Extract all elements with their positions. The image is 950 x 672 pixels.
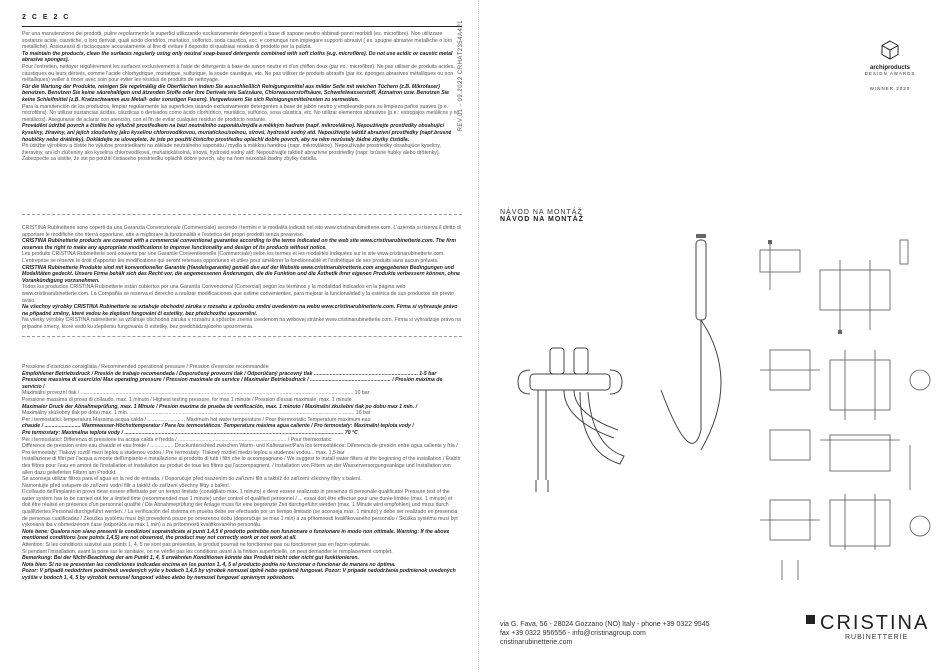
paragraph: Per i termostatici: temperatura Massima acqua calda / .......................... Maximum hot water temperature / Pour thermostatic Temperature maximum eau — [22, 416, 371, 423]
paragraph: CRISTINA Rubinetterie products are covered with a commercial conventional guarantee according to the terms indicated on the web site www.cristinarubinetterie.com. The firm reserves the right to make any appropriate modifications to improve functionality and design of its products without notice. — [22, 238, 457, 251]
paragraph: Todos los productos CRISTINA Rubinetterie están cubiertos por una Garantía Convencional (Comercial) según los términos y la modalidad indicados en la página web www.cristinarubinetterie.com. La Compañía se reserva el derecho a realizar modificaciones que estime convenientes, para mejorar la funcionalidad y la estética de sus productos sin previo aviso. — [22, 284, 454, 304]
revision-code: REV.01 - 09.2022 CRHAT2354A421 — [458, 20, 464, 132]
detail-view-4 — [770, 430, 810, 460]
award-cube-icon — [880, 40, 900, 60]
paragraph: Namontujte před vstupem do zařízení vodní filtr a taktéž do zařízení všechny filtry s balení. — [22, 482, 231, 489]
paragraph: Pressione massima di esercizio/ Max operating pressure / Pression maximale de service / Maximaler Betriebsdruck / ........................................................ / Presión máxima de servicio / — [22, 377, 443, 390]
paragraph: Per una manutenzione dei prodotti, pulire regolarmente le superfici utilizzando esclusivamente detergenti a base di sapone neutro abbinati panni morbidi (es. microfibre). Non utilizzare sostanze acide, caustiche, o loro derivati, quali acido cloridrico, muriatico, solforico, soda caustica, ecc. e comunque non impiegare supporti abrasivi ( es. spugne abrasive metalliche o loro metalliche). Assicurarsi di risciacquare accuratamente al fine di evitare il deposito di qualsiasi residuo di prodotto per la pulizia. — [22, 31, 453, 51]
paragraph: Pour l'entretien, nettoyer régulièrement les surfaces exclusivement à l'aide de détergents à base de savon neutre et d'un chiffon doux (par ex.: microfibre). Ne pas utiliser de produits acides, caustiques ou leurs dérivés, comme l'acide chlorhydrique, muriatique, sulfurique, la soude caustique, etc. Ne pas utiliser de produits abrasifs (par ex. éponges abrasives métalliques ou non métalliques) veiller à rincer avec soin pour éviter les résidus de produits de nettoyage. — [22, 63, 455, 84]
paragraph: Provádění údržbě povrch a čistěte ho výlučně prostředkem na bází neutrálního saponátu/mýdla a měkkým hadrem (např. mikrovlákno). Nepoužívejte prostředky obsahující kyseliny, žíraviny, ani jejich sloučeniny jako kyselinu chlorovodíkovou, muriatickou/solnou, sírovú, hydroxid sodný atd. Nepoužívejte taktéž abrazivní prostředky (např.brusné houbičky nebo drátěnky). Dokládejte se uloveplete, že jste po použití čisticího prostředku opláchli dobře povrch, aby na něm nezůstaly žádné zbytky čistidla. — [22, 123, 452, 143]
pressure-specs — [22, 364, 462, 582]
paragraph: CRISTINA Rubinetterie sono coperti da una Garanzia Convenzionale (Commerciale) secondo i termini e le modalità indicati nel sito www.cristinarubinetterie.com. L'azienda si riserva il diritto di apportare le modifiche che riterrà opportune, atte a migliorare la funzionalità e l'estetica dei propri prodotti senza preavviso. — [22, 225, 461, 238]
guarantee-text — [22, 225, 462, 331]
paragraph: Si pendant l'installation, avant la pose sur le sanitaire, on ne vérifie pas les conditions avant à la finition superficielle, on peut demander le remplacement complet. — [22, 548, 393, 555]
paragraph: Attention: Si les conditions susvisé aux points 1, 4, 5 ne sont pas présentes, le produit pourrait ne fonctionner pas ou fonctionner pas en façon optimale. — [22, 542, 371, 549]
paragraph: Empfohlener Betriebsdruck / Presión de trabajo recomendada / Doporučený provozní tlak / Odporúčaný pracovný tlak ........................................................................ 1-5 bar — [22, 370, 437, 377]
paragraph: Pressione d'esercizio consigliata / Recommended operational pressure / Pression d'exercice recommandée — [22, 364, 269, 370]
assembly-title: NÁVOD NA MONTÁŽ NÁVOD NA MONTÁŽ — [500, 209, 584, 223]
cleaning-instructions — [22, 31, 462, 163]
divider — [22, 214, 462, 215]
paragraph: Pozor: V případě nedodržení podmínek uvedených výše v bodech 1,4,5 by výrobek nemusel úplně nebo správně fungovat. Pozor: V prípade nedodržania podmienok uvedených vyššie v bodoch 1, 4, 5 by výrobok nemusel fungovať vôbec alebo by nemusel fungovať správnym spôsobom. — [22, 568, 456, 581]
brand-square-icon — [806, 615, 815, 624]
paragraph: Para la manutención de los productos, limpiar regularmente las superficies usando exclusivamente detergentes a base de jabón neutro y empleando para su limpieza paños suaves (p.e.: microfibra). No utilizar sustancias ácidas, cáusticas o derivados como ácido clorhídrico, muriático, sulfúrico, sosa cáustica, etc. No utilizar elementos abrasivos (p.e.: estropajos metálicos y no metálicos). Asegurarse de aclarar con atención, con el fin de evitar cualquier residuo de producto restante. — [22, 103, 460, 123]
language-header: 2 C E 2 C — [22, 14, 462, 27]
wall-flange-left — [518, 370, 530, 394]
detail-view-1 — [760, 250, 800, 272]
brand-subtitle: RUBINETTERIE — [845, 634, 909, 641]
paragraph: chaude / ......................... Warmwasser-Höchsttemperatur / Para los termostáticos: Temperatura máxima agua caliente / Pro termostaty: Maximální teplota vody / — [22, 423, 414, 430]
paragraph: Maximální provozní tlak / ............................................................................................................................................................................................. 10 bar — [22, 390, 370, 397]
paragraph: Différence de pression entre eau chaude et eau froide / ................ Druckunterschied zwischen Warm- und Kaltwasser/Para los termostáticos: Diferencia de presión entre agua caliente y fría / Pro termostaty: Tlakový rozdíl mezi teplou a studenou vodou / Pre termostaty: Tlakový rozdiel medzi teplou a studenou vodou... max. 1,5 bar — [22, 443, 458, 456]
paragraph: Na všetky výrobky CRISTINA rubinetterie sa vzťahuje obchodná záruka v rozsahu a spôsobe znenia uvedenom na webovej stránke www.cristinarubinetterie.com. Firma si vyhradzuje právo na prípadné zmeny, ktoré vedú ku zlepšeniu fungovania či estetiky, bez predchádzajúceho upozornenia. — [22, 317, 462, 330]
paragraph: CRISTINA Rubinetterie Produkte sind mit konventioneller Garantie (Handelsgarantie) gemäß den auf der Website www.cristinarubinetterie.com angegebenen Bedingungen und Modalitäten gedeckt. Unsere Firma behält sich das Recht vor, die angemessenen Änderungen, die die Funktion und die Ästhetik ihrer eigenen Produkte verbessern können, ohne Vorankündigung vorzunehmen. — [22, 264, 460, 284]
company-address: via G. Fava, 56 - 28024 Gozzano (NO) Italy - phone +39 0322 9545 fax +39 0322 956556 - info@cristinagroup.com cristinarubinetterie.com — [500, 621, 710, 646]
award-name: archiproducts — [869, 65, 910, 71]
paragraph: Se aconseja utilizar filtros para el agua en la red de entrada. / Doporučuje před osazením do zařízení filtr a taktéž do zařízení všechny filtry s balení. — [22, 476, 362, 483]
paragraph: To maintain the products, clean the surfaces regularly using only neutral soap-based detergents combined with soft cloths (e.g. microfibre). Do not use acidic or caustic metal abrasive sponges). — [22, 50, 453, 64]
award-line1: DESIGN AWARDS — [864, 71, 916, 76]
paragraph: Installazione di filtri per l'acqua a monte dell'impianto e installazione al prodotto di tutti i filtri che lo accompagnano / We suggest to install water filters at the beginning of the installation / Établir des filtres pour l'eau en amont de l'installation et installation au produit de tous les filtres qui l'accompagnent. / Installation von Filtern an der Wasserversorgungsanlage und Installation von allen dazu gelieferten Filtern am Produkt. — [22, 456, 461, 476]
paragraph: Pre termostaty: Maximálna teplota vody / ........................................................................................................................................................ 70 °C — [22, 429, 358, 436]
paragraph: Pri údržbe výrobkov a čistite ho výlučne prostriedkami na základe neutrálneho saponátu / mydla a mäkkou handrou (napr. mikrovlákno). Nepoužívajte prostriedky obsahujúce kyseliny, žieraviny, ani ich zlúčeniny ako kyselina chlorovodíková, muriatická/solná, sírová, hydroxid sodný atď. Nepoužívajte taktiež abrazívne prostriedky (napr. brúsne hubky alebo drôtenky). Zabezpečte sa uistite, že ste po použití čistiaceho prostriedku opláchli dobre povrch, aby na ňom nezostali žiadny zbytky čistidla. — [22, 143, 441, 163]
paragraph: Pressione massima di prova di collaudo, max. 1 minuto / Highest testing pressure, for max 1 minute / Pression d'essai maximale, max. 1 minute — [22, 396, 352, 403]
mixer-technical-drawing — [500, 230, 940, 590]
fold-line — [478, 0, 479, 672]
paragraph: Na všechny výrobky CRISTINA Rubinetterie se vztahuje obchodní záruka v rozsahu a způsobu změní uvedeném na webu www.cristinarubinetterie.com. Firma si vyhrazuje právo na případné změny, které vedou ke zlepšení fungování či estetiky, bez předchozího upozornění. — [22, 304, 458, 317]
wall-flange-right — [610, 370, 622, 394]
detail-view-2 — [820, 270, 890, 310]
paragraph: Les produits CRISTINA Rubinetterie sont couverts par une Garantie Conventionnelle (Commerciale) selon les termes et les modalités indiquées sur le site www.cristinarubinetterie.com. L'entreprise se réserve le droit d'apporter les modifications qui seront retenues opportunes et utiles pour améliorer la fonctionnalité et l'esthétique de ses produits sans aucun préavis. — [22, 251, 445, 264]
paragraph: Maximálny skúšobný tlak po dobu max. 1 min. ............................................................................................................................................................ 16 bar — [22, 410, 371, 417]
award-line2: WINNER 2020 — [869, 86, 911, 91]
paragraph: Note bene: Qualora non siano presenti le condizioni sopraindicate ai punti 1,4,5 il prodotto potrebbe non funzionare o funzionare in modo non ottimale. Warning: If the above mentioned conditions (see points 1,4,5) are not observed, the product may not correctly work or not work at all. — [22, 528, 450, 542]
paragraph: Für die Wartung der Produkte, reinigen Sie regelmäßig die Oberflächen indem Sie ausschließlich Reinigungsmittel aus milder Seife mit weichen Tüchern (z.B. Mikrofaser) benutzen. Benutzen Sie keine säurehaltigen und ätzenden Stoffe oder ihre Derivate wie Salzsäure, Chlorwasserstoffsäure, Schwefelwasserstoff, Ätznatron usw. Benutzen Sie keine Schleifmittel (z.B. Kratzschwamm aus Metall- oder sonstigen Fasern). Vergewissern Sie sich Reinigungsmittelresten zu vermeiden. — [22, 83, 450, 103]
paragraph: Bemerkung: Bei der Nicht-Beachtung der am Punkt 1, 4, 5 erwähnten Konditionen könnte das Produkt nicht oder nicht gut funktionieren. — [22, 555, 359, 562]
paragraph: Nota bien: Si no se presentan las condiciones indicadas encima en los puntos 1, 4, 5 el producto podría no funcionar o funcionar de manera no óptima. — [22, 561, 396, 568]
paragraph: Il collaudo dell'impianto in prova deve essere effettuato per un tempo limitato (consigliato max. 1 minuto) e deve essere realizzato in presenza di personale qualificato/ Pressure test of the water system has to be carried out for a limited time (recommended max 1 minute) under control of qualified personnel / ... essai doit être effectué pour une durée limitée (max. 1 minute) et doit être réalisé en présence d'un personnel qualifié / Die Abnahmeprüfung der Anlage muss für eine begrenzte Zeit durchgeführt werden (max. 1 Minute wird empfohlen) und muss durch qualifiziertes Personal durchgeführt werden. / La verificación del sistema en prueba debe ser efectuado por un tiempo limitado (se aconseja max. 1 minuto) y debe ser realizado en presencia de personas cualificadas / Zkouška systému musí být provedená pouze po omezenou dobu (doporučuje se max 1 min) a za přítomnosti kvalifikovaného personálu / Skúška systému musí byť vykonaná iba v obmedzenom čase (odporúča sa max 1 min) a za prítomnosti kvalifikovaného personálu. — [22, 489, 459, 529]
divider — [22, 336, 462, 337]
paragraph: Per i termostatici: Differenza di pressione tra acqua calda e fredda / ........................................................................... / Pour thermostatic: — [22, 436, 333, 443]
paragraph: Maximaler Druck der Abnahmeprüfung, max. 1 Minute / Presión maxima de prueba de verificación, max. 1 minuto / Maximální zkušební tlak po dobu max 1 min. / — [22, 403, 418, 410]
archiproducts-award — [860, 40, 920, 91]
brand-logo: CRISTINA — [820, 612, 930, 634]
